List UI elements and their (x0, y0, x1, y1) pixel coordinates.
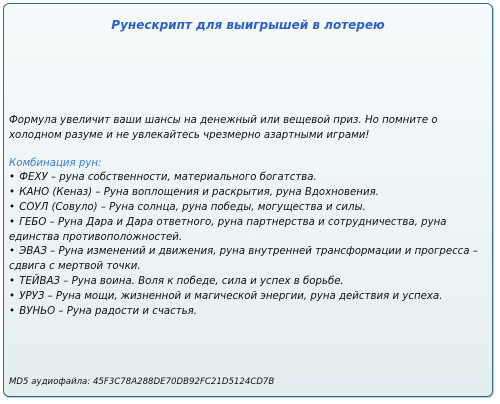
rune-text: ГЕБО – Руна Дара и Дара ответного, руна партнерства и сотрудничества, руна единства противоположностей. (9, 216, 447, 243)
bullet-icon: • (9, 275, 16, 287)
list-item (9, 305, 489, 320)
rune-text: УРУЗ – Руна мощи, жизненной и магической энергии, руна действия и успеха. (19, 290, 443, 302)
bullet-icon: • (9, 172, 16, 184)
bullet-icon: • (9, 290, 16, 302)
list-item (9, 290, 489, 305)
list-item (9, 171, 489, 186)
intro-paragraph: Формула увеличит ваши шансы на денежный или вещевой приз. Но помните о холодном разуме и не увлекайтесь чрезмерно азартными играми! (9, 115, 438, 141)
md5-hash-label: MD5 аудиофайла: 45F3C78A288DE70DB92FC21D5124CD7B (9, 377, 275, 387)
rune-text: ЭВАЗ – Руна изменений и движения, руна внутренней трансформации и прогресса – сдвига с мертвой точки. (9, 246, 478, 273)
list-item (9, 245, 489, 275)
article-body (9, 114, 489, 319)
rune-text: ВУНЬО – Руна радости и счастья. (19, 305, 198, 317)
content-card (3, 3, 493, 397)
list-item (9, 201, 489, 216)
bullet-icon: • (9, 246, 16, 258)
list-item (9, 216, 489, 246)
list-item (9, 186, 489, 201)
bullet-icon: • (9, 187, 16, 199)
rune-text: КАНО (Кеназ) – Руна воплощения и раскрытия, руна Вдохновения. (19, 187, 379, 199)
list-item (9, 275, 489, 290)
rune-text: ФЕХУ – руна собственности, материального богатства. (19, 172, 317, 184)
bullet-icon: • (9, 201, 16, 213)
combination-heading: Комбинация рун: (9, 157, 102, 169)
rune-text: СОУЛ (Совуло) – Руна солнца, руна победы, могущества и силы. (19, 201, 366, 213)
page-title: Рунескрипт для выигрышей в лотерею (111, 18, 385, 32)
bullet-icon: • (9, 216, 16, 228)
rune-list (9, 171, 489, 319)
rune-text: ТЕЙВАЗ – Руна воина. Воля к победе, сила и успех в борьбе. (19, 275, 344, 287)
bullet-icon: • (9, 305, 16, 317)
